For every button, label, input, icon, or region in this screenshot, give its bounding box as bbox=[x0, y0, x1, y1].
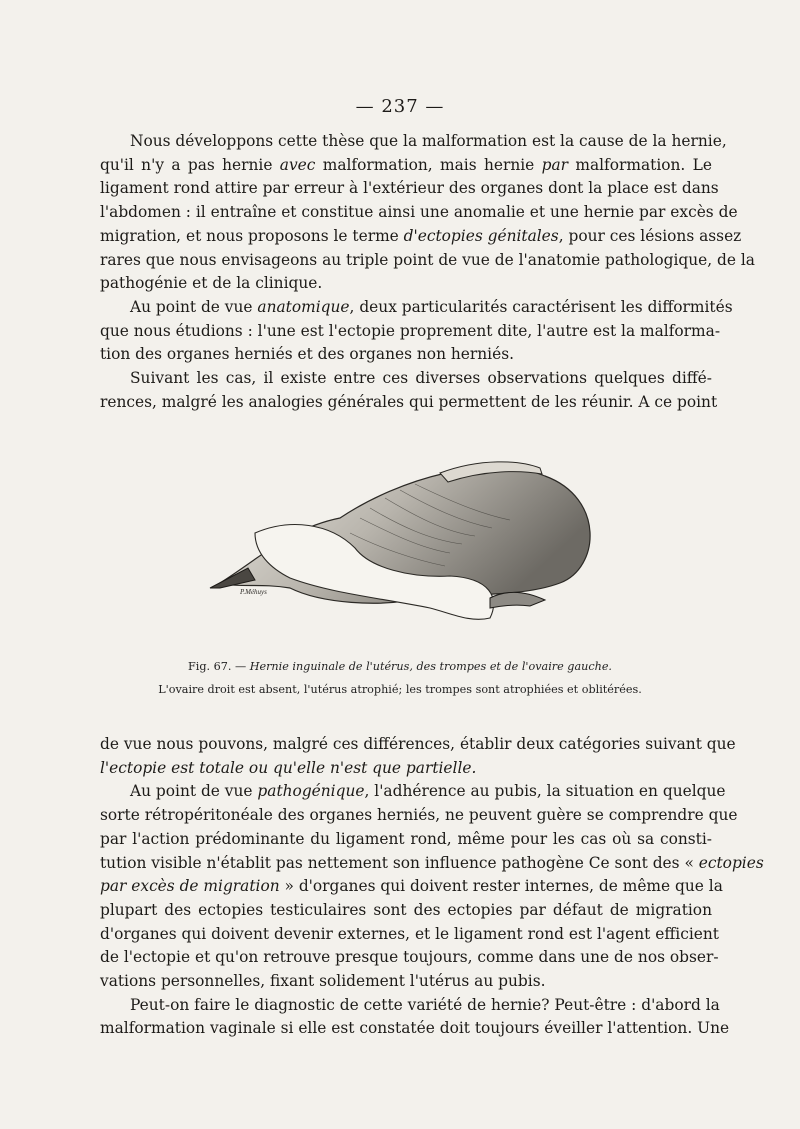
text-line bbox=[100, 225, 742, 249]
text-run: , l'adhérence au pubis, la situation en quelque bbox=[364, 782, 726, 801]
text-line bbox=[100, 852, 764, 876]
text-run: Au point de vue bbox=[130, 297, 258, 316]
text-run: de vue nous pouvons, malgré ces différences, établir deux catégories suivant que bbox=[100, 735, 736, 753]
text-run: rares que nous envisageons au triple point de vue de l'anatomie pathologique, de la bbox=[100, 250, 755, 269]
text-line bbox=[100, 970, 712, 994]
text-line bbox=[100, 875, 723, 899]
text-line bbox=[100, 804, 738, 828]
text-run: qu'il n'y a pas hernie bbox=[100, 155, 280, 174]
text-run: tion des organes herniés et des organes non herniés. bbox=[100, 345, 514, 364]
text-block-bottom bbox=[100, 733, 764, 1041]
text-line bbox=[100, 296, 733, 320]
page-number: — 237 — bbox=[355, 96, 445, 117]
text-line bbox=[100, 994, 720, 1018]
text-run: migration, et nous proposons le terme bbox=[100, 226, 404, 245]
text-block-top bbox=[100, 130, 755, 414]
italic-run: anatomique bbox=[257, 297, 350, 316]
ligament-shape bbox=[490, 592, 545, 608]
text-run: Peut-on faire le diagnostic de cette variété de hernie? Peut-être : d'abord la bbox=[130, 995, 720, 1014]
text-line bbox=[100, 1017, 730, 1041]
text-run: malformation vaginale si elle est constatée doit toujours éveiller l'attention. Une bbox=[100, 1019, 730, 1038]
anatomical-illustration bbox=[200, 448, 610, 648]
text-line bbox=[100, 367, 712, 391]
text-run: de l'ectopie et qu'on retrouve presque toujours, comme dans une de nos obser- bbox=[100, 948, 719, 967]
text-run: Suivant les cas, il existe entre ces diverses observations quelques diffé- bbox=[130, 369, 712, 388]
text-run: d'organes qui doivent devenir externes, et le ligament rond est l'agent efficient bbox=[100, 924, 719, 943]
text-line bbox=[100, 899, 712, 923]
text-run: , pour ces lésions assez bbox=[558, 226, 742, 245]
text-run: par l'action prédominante du ligament rond, même pour les cas où sa consti- bbox=[100, 829, 712, 848]
text-run: sorte rétropéritonéale des organes herniés, ne peuvent guère se comprendre que bbox=[100, 806, 738, 825]
text-run: Nous développons cette thèse que la malformation est la cause de la hernie, bbox=[130, 132, 727, 150]
text-line bbox=[100, 828, 712, 852]
text-line bbox=[100, 923, 719, 947]
text-run: malformation, mais hernie bbox=[315, 155, 542, 174]
text-line bbox=[100, 757, 712, 781]
text-line bbox=[100, 201, 738, 225]
italic-run: d'ectopies génitales bbox=[403, 226, 559, 245]
text-run: que nous étudions : l'une est l'ectopie proprement dite, l'autre est la malforma- bbox=[100, 321, 721, 340]
text-line bbox=[100, 130, 727, 154]
text-line bbox=[100, 733, 736, 757]
figure-note: L'ovaire droit est absent, l'utérus atrophié; les trompes sont atrophiées et oblitérées. bbox=[158, 683, 642, 696]
text-run: plupart des ectopies testiculaires sont des ectopies par défaut de migration bbox=[100, 900, 712, 919]
text-line bbox=[100, 391, 718, 415]
text-run: pathogénie et de la clinique. bbox=[100, 274, 323, 293]
italic-run: ectopies bbox=[698, 853, 764, 872]
text-line bbox=[100, 946, 719, 970]
text-line bbox=[100, 272, 712, 296]
text-run: rences, malgré les analogies générales qui permettent de les réunir. A ce point bbox=[100, 392, 718, 411]
text-line bbox=[100, 249, 755, 273]
italic-run: avec bbox=[279, 155, 316, 174]
italic-run: par excès de migration bbox=[100, 877, 280, 896]
illustrator-signature: P.Méhuys bbox=[240, 588, 267, 596]
italic-run: pathogénique bbox=[257, 782, 365, 801]
text-line bbox=[100, 343, 712, 367]
text-run: malformation. Le bbox=[568, 155, 712, 174]
figure-label: Fig. 67. — bbox=[187, 660, 247, 673]
text-run: ligament rond attire par erreur à l'extérieur des organes dont la place est dans bbox=[100, 179, 719, 198]
text-run: l'abdomen : il entraîne et constitue ainsi une anomalie et une hernie par excès de bbox=[100, 203, 738, 222]
italic-run: l'ectopie est totale ou qu'elle n'est que partielle. bbox=[100, 758, 477, 777]
text-run: Au point de vue bbox=[130, 782, 258, 801]
text-run: » d'organes qui doivent rester internes, de même que la bbox=[279, 877, 723, 896]
text-run: , deux particularités caractérisent les difformités bbox=[349, 297, 733, 316]
figure-title: Hernie inguinale de l'utérus, des trompes et de l'ovaire gauche. bbox=[249, 660, 612, 673]
text-line bbox=[100, 154, 712, 178]
text-run: vations personnelles, fixant solidement l'utérus au pubis. bbox=[100, 972, 546, 991]
text-line bbox=[100, 780, 726, 804]
figure-caption bbox=[0, 660, 800, 673]
text-line bbox=[100, 177, 719, 201]
italic-run: par bbox=[541, 155, 569, 174]
text-line bbox=[100, 320, 721, 344]
text-run: tution visible n'établit pas nettement son influence pathogène Ce sont des « bbox=[100, 853, 699, 872]
